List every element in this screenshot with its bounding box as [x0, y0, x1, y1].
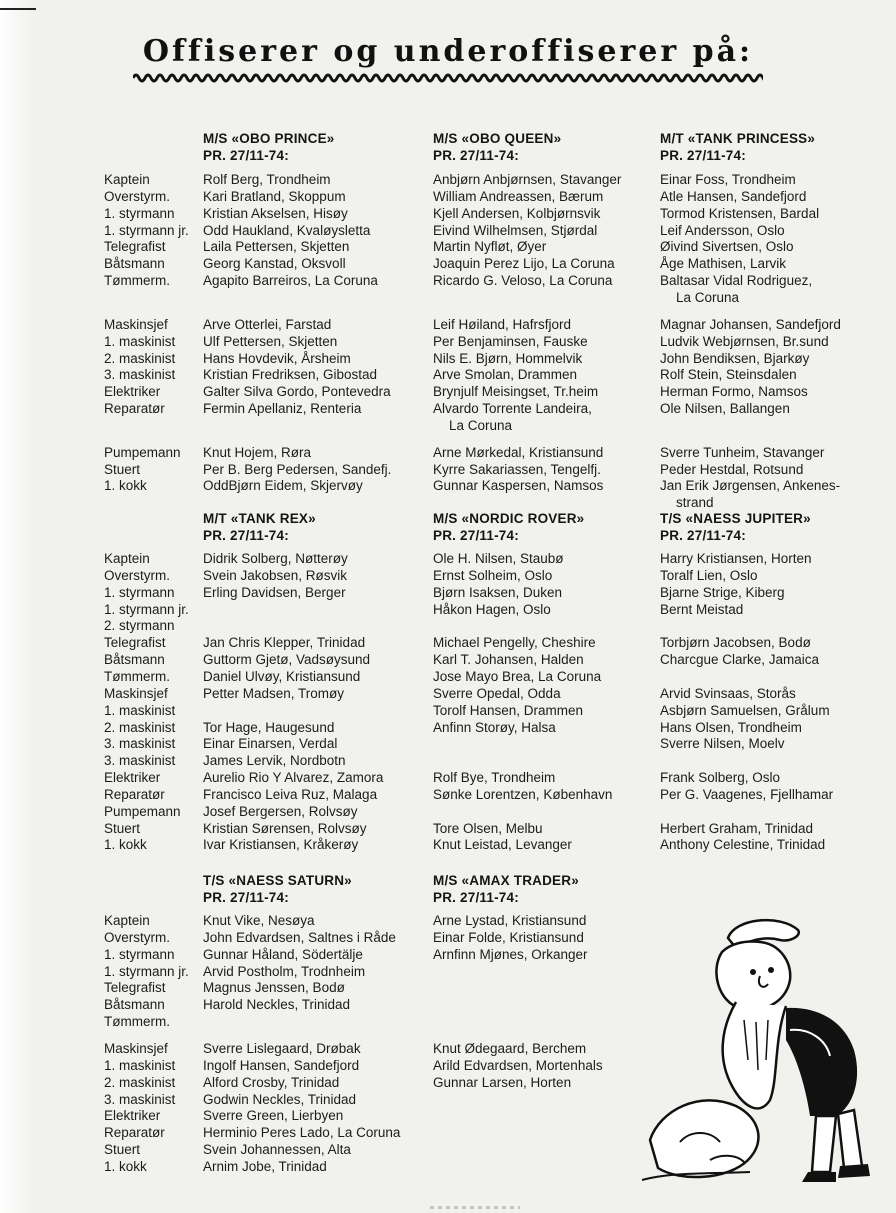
ship-date: PR. 27/11-74: — [433, 528, 519, 543]
crew-member: Sverre Nilsen, Moelv — [660, 736, 785, 752]
crew-member: Aurelio Rio Y Alvarez, Zamora — [203, 770, 384, 786]
crew-member: Kristian Sørensen, Rolvsøy — [203, 820, 367, 836]
crew-member: Charcgue Clarke, Jamaica — [660, 652, 820, 668]
crew-member: Øivind Sivertsen, Oslo — [660, 239, 794, 255]
crew-member: Gunnar Håland, Södertälje — [203, 946, 363, 962]
rank-label: 3. maskinist — [104, 736, 176, 752]
rank-label: 3. maskinist — [104, 1091, 176, 1107]
crew-member: Arnfinn Mjønes, Orkanger — [433, 946, 588, 962]
crew-member: Alford Crosby, Trinidad — [203, 1074, 340, 1090]
ship-name: T/S «NAESS SATURN» — [203, 873, 352, 888]
crew-member: Ulf Pettersen, Skjetten — [203, 333, 338, 349]
crew-member: La Coruna — [676, 289, 740, 305]
rank-label: Reparatør — [104, 1125, 165, 1141]
crew-member: Kjell Andersen, Kolbjørnsvik — [433, 205, 601, 221]
rank-label: Stuert — [104, 820, 141, 836]
rank-label: Overstyrm. — [104, 929, 170, 945]
crew-member: Magnar Johansen, Sandefjord — [660, 316, 841, 332]
crew-member: Knut Ødegaard, Berchem — [433, 1040, 587, 1056]
sailor-cartoon — [640, 910, 880, 1195]
rank-label: Reparatør — [104, 401, 165, 417]
crew-member: Knut Leistad, Levanger — [433, 837, 572, 853]
crew-member: Gunnar Kaspersen, Namsos — [433, 478, 604, 494]
crew-member: Ludvik Webjørnsen, Br.sund — [660, 333, 829, 349]
rank-label: Kaptein — [104, 551, 150, 566]
rank-label: 1. styrmann jr. — [104, 222, 189, 238]
rank-label: Reparatør — [104, 786, 165, 802]
crew-member: Svein Jakobsen, Røsvik — [203, 567, 348, 583]
crew-member: John Bendiksen, Bjarkøy — [660, 350, 810, 366]
crew-member: Einar Foss, Trondheim — [660, 172, 796, 187]
crew-member: Knut Vike, Nesøya — [203, 913, 315, 928]
rank-label: Kaptein — [104, 172, 150, 187]
crew-member: Bjørn Isaksen, Duken — [433, 584, 563, 600]
rank-label: Maskinsjef — [104, 685, 168, 701]
ship-name: M/S «NORDIC ROVER» — [433, 511, 585, 526]
crew-member: Sverre Opedal, Odda — [433, 685, 561, 701]
crew-member: Einar Einarsen, Verdal — [203, 736, 338, 752]
crew-member: Rolf Stein, Steinsdalen — [660, 367, 797, 383]
crew-member: Arne Mørkedal, Kristiansund — [433, 444, 604, 460]
ship-name: M/S «OBO PRINCE» — [203, 131, 335, 146]
crew-member: Tore Olsen, Melbu — [433, 820, 543, 836]
crew-member: Svein Johannessen, Alta — [203, 1142, 351, 1158]
crew-member: Ernst Solheim, Oslo — [433, 567, 553, 583]
rank-label: Båtsmann — [104, 997, 165, 1013]
title-underline-wave — [133, 70, 763, 86]
crew-member: Anthony Celestine, Trinidad — [660, 837, 826, 853]
rank-label: Pumpemann — [104, 444, 181, 460]
rank-label: 1. styrmann jr. — [104, 963, 189, 979]
crew-member: Georg Kanstad, Oksvoll — [203, 256, 346, 272]
crew-member: Arne Lystad, Kristiansund — [433, 913, 587, 928]
crew-member: Atle Hansen, Sandefjord — [660, 188, 807, 204]
ship-date: PR. 27/11-74: — [660, 148, 746, 163]
corner-mark — [0, 8, 36, 10]
crew-member: Torolf Hansen, Drammen — [433, 702, 584, 718]
crew-member: Tor Hage, Haugesund — [203, 719, 335, 735]
crew-member: Laila Pettersen, Skjetten — [203, 239, 350, 255]
crew-member: Åge Mathisen, Larvik — [660, 256, 787, 272]
rank-label: 1. styrmann — [104, 205, 175, 221]
crew-member: Arvid Svinsaas, Storås — [660, 685, 796, 701]
ship-date: PR. 27/11-74: — [660, 528, 746, 543]
crew-member: Galter Silva Gordo, Pontevedra — [203, 384, 391, 400]
footer-smudge — [430, 1206, 520, 1209]
crew-member: Herminio Peres Lado, La Coruna — [203, 1125, 401, 1141]
crew-member: Martin Nyfløt, Øyer — [433, 239, 547, 255]
crew-member: James Lervik, Nordbotn — [203, 753, 346, 769]
rank-label: 1. styrmann jr. — [104, 601, 189, 617]
page-edge — [0, 0, 34, 1213]
crew-member: Toralf Lien, Oslo — [660, 567, 758, 583]
ship-name: M/T «TANK PRINCESS» — [660, 131, 816, 146]
crew-member: Bjarne Strige, Kiberg — [660, 584, 785, 600]
rank-label: Telegrafist — [104, 239, 166, 255]
rank-label: Elektriker — [104, 384, 161, 400]
crew-member: Agapito Barreiros, La Coruna — [203, 273, 378, 289]
rank-label: 1. styrmann — [104, 946, 175, 962]
ship-name: T/S «NAESS JUPITER» — [660, 511, 811, 526]
crew-member: Daniel Ulvøy, Kristiansund — [203, 668, 361, 684]
crew-member: Godwin Neckles, Trinidad — [203, 1091, 357, 1107]
rank-label: 1. styrmann — [104, 584, 175, 600]
crew-member: OddBjørn Eidem, Skjervøy — [203, 478, 363, 494]
ship-name: M/T «TANK REX» — [203, 511, 316, 526]
crew-member: Kyrre Sakariassen, Tengelfj. — [433, 461, 601, 477]
crew-member: Ricardo G. Veloso, La Coruna — [433, 273, 613, 289]
crew-member: Eivind Wilhelmsen, Stjørdal — [433, 222, 598, 238]
crew-member: Guttorm Gjetø, Vadsøysund — [203, 652, 371, 668]
crew-member: Francisco Leiva Ruz, Malaga — [203, 786, 378, 802]
rank-label: Stuert — [104, 461, 141, 477]
ship-date: PR. 27/11-74: — [203, 148, 289, 163]
crew-member: Jan Chris Klepper, Trinidad — [203, 635, 366, 651]
crew-member: Erling Davidsen, Berger — [203, 584, 346, 600]
rank-label: Tømmerm. — [104, 273, 170, 289]
rank-label: Pumpemann — [104, 803, 181, 819]
crew-member: Harold Neckles, Trinidad — [203, 997, 351, 1013]
rank-label: 1. maskinist — [104, 1057, 176, 1073]
crew-member: Ole H. Nilsen, Staubø — [433, 551, 564, 566]
crew-member: Odd Haukland, Kvaløysletta — [203, 222, 371, 238]
crew-member: Ingolf Hansen, Sandefjord — [203, 1057, 360, 1073]
crew-member: La Coruna — [449, 417, 513, 433]
crew-member: Asbjørn Samuelsen, Grålum — [660, 702, 830, 718]
crew-member: Jose Mayo Brea, La Coruna — [433, 668, 602, 684]
rank-label: Maskinsjef — [104, 1040, 168, 1056]
crew-member: Per G. Vaagenes, Fjellhamar — [660, 786, 834, 802]
rank-label: 2. maskinist — [104, 1074, 176, 1090]
crew-member: Didrik Solberg, Nøtterøy — [203, 551, 348, 566]
crew-member: Bernt Meistad — [660, 601, 744, 617]
rank-label: 2. styrmann — [104, 618, 175, 634]
crew-member: Ole Nilsen, Ballangen — [660, 401, 790, 417]
crew-member: Sønke Lorentzen, København — [433, 786, 613, 802]
rank-label: Tømmerm. — [104, 1014, 170, 1030]
crew-member: Håkon Hagen, Oslo — [433, 601, 551, 617]
crew-member: Leif Høiland, Hafrsfjord — [433, 316, 572, 332]
crew-member: Brynjulf Meisingset, Tr.heim — [433, 384, 599, 400]
ship-date: PR. 27/11-74: — [433, 890, 519, 905]
crew-member: Petter Madsen, Tromøy — [203, 685, 345, 701]
crew-member: Peder Hestdal, Rotsund — [660, 461, 804, 477]
crew-member: Sverre Lislegaard, Drøbak — [203, 1040, 361, 1056]
crew-member: Arve Otterlei, Farstad — [203, 316, 332, 332]
page-title: Offiserer og underoffiserer på: — [142, 34, 754, 69]
crew-member: Hans Hovdevik, Årsheim — [203, 350, 351, 366]
crew-member: Per Benjaminsen, Fauske — [433, 333, 588, 349]
crew-member: Leif Andersson, Oslo — [660, 222, 785, 238]
crew-member: Knut Hojem, Røra — [203, 444, 312, 460]
rank-label: Båtsmann — [104, 256, 165, 272]
crew-member: Per B. Berg Pedersen, Sandefj. — [203, 461, 392, 477]
rank-label: Overstyrm. — [104, 188, 170, 204]
rank-label: 1. maskinist — [104, 702, 176, 718]
crew-member: Nils E. Bjørn, Hommelvik — [433, 350, 583, 366]
crew-member: Herman Formo, Namsos — [660, 384, 808, 400]
crew-member: Hans Olsen, Trondheim — [660, 719, 802, 735]
rank-label: 1. maskinist — [104, 333, 176, 349]
crew-member: Ivar Kristiansen, Kråkerøy — [203, 837, 359, 853]
rank-label: 2. maskinist — [104, 719, 176, 735]
rank-label: 1. kokk — [104, 1158, 147, 1174]
crew-member: William Andreassen, Bærum — [433, 188, 604, 204]
rank-label: Elektriker — [104, 1108, 161, 1124]
crew-member: Joaquin Perez Lijo, La Coruna — [433, 256, 615, 272]
crew-member: Alvardo Torrente Landeira, — [433, 401, 592, 417]
rank-label: Båtsmann — [104, 652, 165, 668]
ship-date: PR. 27/11-74: — [203, 528, 289, 543]
crew-member: Gunnar Larsen, Horten — [433, 1074, 572, 1090]
rank-label: 1. kokk — [104, 478, 147, 494]
ship-name: M/S «AMAX TRADER» — [433, 873, 579, 888]
crew-member: Kristian Fredriksen, Gibostad — [203, 367, 378, 383]
crew-member: Michael Pengelly, Cheshire — [433, 635, 596, 651]
crew-member: Josef Bergersen, Rolvsøy — [203, 803, 358, 819]
rank-label: Telegrafist — [104, 635, 166, 651]
rank-label: 2. maskinist — [104, 350, 176, 366]
crew-member: Anfinn Storøy, Halsa — [433, 719, 556, 735]
rank-label: Maskinsjef — [104, 316, 168, 332]
crew-member: strand — [676, 495, 714, 511]
rank-label: 1. kokk — [104, 837, 147, 853]
rank-label: Kaptein — [104, 913, 150, 928]
crew-member: Tormod Kristensen, Bardal — [660, 205, 820, 221]
crew-member: Herbert Graham, Trinidad — [660, 820, 814, 836]
crew-member: Sverre Tunheim, Stavanger — [660, 444, 825, 460]
rank-label: 3. maskinist — [104, 367, 176, 383]
crew-member: Anbjørn Anbjørnsen, Stavanger — [433, 172, 622, 187]
crew-member: Magnus Jenssen, Bodø — [203, 980, 345, 996]
crew-member: John Edvardsen, Saltnes i Råde — [203, 929, 396, 945]
ship-date: PR. 27/11-74: — [433, 148, 519, 163]
crew-member: Kristian Akselsen, Hisøy — [203, 205, 348, 221]
crew-member: Frank Solberg, Oslo — [660, 770, 781, 786]
crew-member: Einar Folde, Kristiansund — [433, 929, 584, 945]
crew-member: Torbjørn Jacobsen, Bodø — [660, 635, 811, 651]
ship-date: PR. 27/11-74: — [203, 890, 289, 905]
rank-label: Tømmerm. — [104, 668, 170, 684]
crew-member: Jan Erik Jørgensen, Ankenes- — [660, 478, 841, 494]
rank-label: Overstyrm. — [104, 567, 170, 583]
crew-member: Arnim Jobe, Trinidad — [203, 1158, 327, 1174]
crew-member: Baltasar Vidal Rodriguez, — [660, 273, 813, 289]
rank-label: Stuert — [104, 1142, 141, 1158]
crew-member: Rolf Bye, Trondheim — [433, 770, 556, 786]
crew-member: Harry Kristiansen, Horten — [660, 551, 812, 566]
rank-label: Telegrafist — [104, 980, 166, 996]
rank-label: 3. maskinist — [104, 753, 176, 769]
crew-member: Fermin Apellaniz, Renteria — [203, 401, 362, 417]
rank-label: Elektriker — [104, 770, 161, 786]
crew-member: Arve Smolan, Drammen — [433, 367, 578, 383]
crew-member: Rolf Berg, Trondheim — [203, 172, 331, 187]
crew-member: Arild Edvardsen, Mortenhals — [433, 1057, 603, 1073]
crew-member: Sverre Green, Lierbyen — [203, 1108, 344, 1124]
crew-member: Arvid Postholm, Trodnheim — [203, 963, 366, 979]
ship-name: M/S «OBO QUEEN» — [433, 131, 562, 146]
crew-member: Kari Bratland, Skoppum — [203, 188, 346, 204]
crew-member: Karl T. Johansen, Halden — [433, 652, 584, 668]
